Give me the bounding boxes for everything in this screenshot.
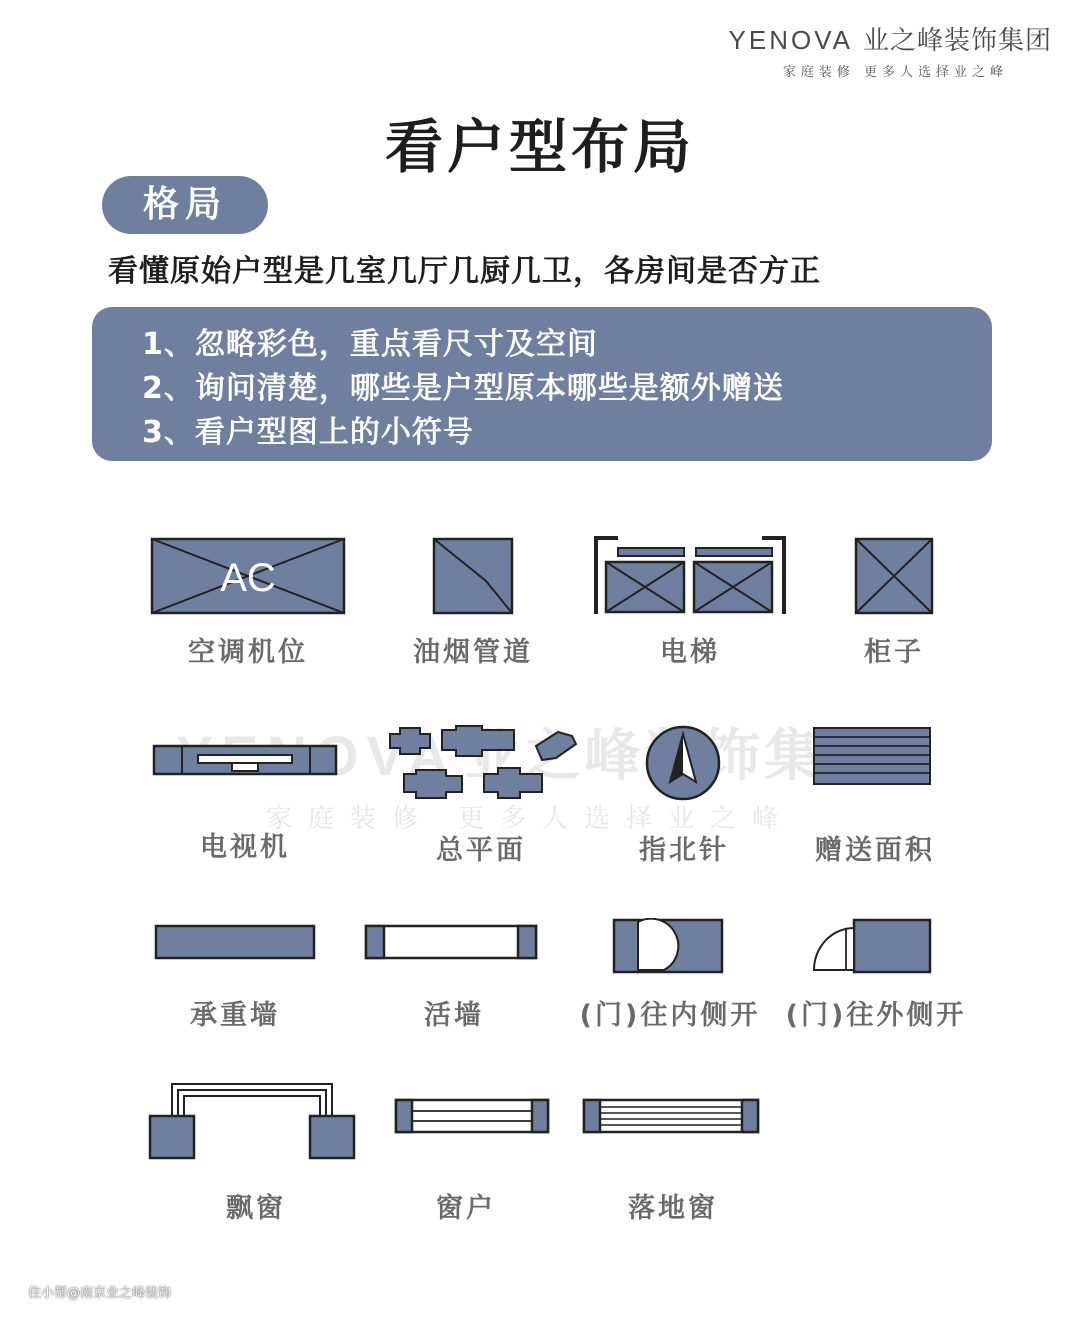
compass-label: 指北针: [639, 835, 729, 866]
movable-wall-label: 活墙: [424, 1000, 484, 1031]
cabinet-label: 柜子: [864, 637, 924, 668]
tv-symbol: [152, 744, 338, 778]
ac-unit-symbol: [150, 537, 346, 615]
bay-window-label: 飘窗: [226, 1193, 286, 1224]
french-window-label: 落地窗: [628, 1193, 718, 1224]
tv-label: 电视机: [200, 832, 290, 863]
compass-symbol: [644, 724, 722, 802]
brand-name-en: YENOVA: [728, 25, 853, 55]
intro-text: 看懂原始户型是几室几厅几厨几卫，各房间是否方正: [108, 254, 821, 289]
watermark-slogan: 家庭装修 更多人选择业之峰: [265, 804, 795, 834]
load-wall-symbol: [154, 924, 316, 960]
bay-window-symbol: [148, 1082, 356, 1162]
brand-slogan: 家庭装修 更多人选择业之峰: [782, 65, 1008, 80]
window-symbol: [394, 1098, 550, 1134]
brand-logo: [729, 20, 1052, 80]
brand-name-cn: 业之峰装饰集团: [862, 26, 1052, 56]
door-inward-symbol: [612, 918, 724, 974]
elevator-symbol: [592, 534, 788, 616]
gift-area-label: 赠送面积: [815, 835, 935, 866]
cabinet-symbol: [854, 537, 934, 615]
tip-item: 3、看户型图上的小符号: [142, 415, 474, 450]
section-label: 格局: [102, 176, 268, 234]
french-window-symbol: [582, 1098, 760, 1134]
elevator-label: 电梯: [660, 637, 720, 668]
door-outward-label: (门)往外侧开: [785, 1000, 967, 1031]
site-plan-label: 总平面: [436, 835, 526, 866]
window-label: 窗户: [436, 1193, 496, 1224]
ac-unit-label: 空调机位: [188, 637, 308, 668]
brand-name: [729, 20, 1052, 57]
flue-duct-label: 油烟管道: [413, 637, 533, 668]
movable-wall-symbol: [364, 924, 538, 960]
site-plan-symbol: [386, 722, 586, 804]
gift-area-symbol: [812, 726, 932, 786]
load-wall-label: 承重墙: [190, 1000, 280, 1031]
tip-item: 2、询问清楚，哪些是户型原本哪些是额外赠送: [142, 371, 784, 406]
tips-box: [92, 307, 992, 461]
door-outward-symbol: [810, 918, 932, 974]
credit-text: 住小帮@南京业之峰装饰: [28, 1286, 172, 1301]
ac-text: AC: [220, 556, 276, 600]
flue-duct-symbol: [432, 537, 514, 615]
tip-item: 1、忽略彩色，重点看尺寸及空间: [142, 327, 598, 362]
door-inward-label: (门)往内侧开: [579, 1000, 761, 1031]
page-title: 看户型布局: [384, 113, 695, 181]
